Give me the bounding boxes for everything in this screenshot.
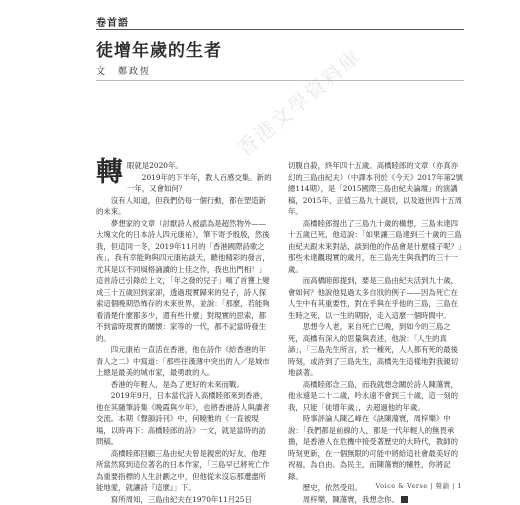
- paragraph: 思想今人老，來自死亡已晚，到如今的三島之死，高橋有深入的思量與表述，他說：「人生的真諦」，「三島先生所言，於一種死，人人都有死的最後時刻，或許到了三島先生，高橋先生這樣地對我親切地談著。: [288, 321, 464, 379]
- header-rule: [96, 29, 464, 30]
- paragraph: 眼就是2020年。: [96, 160, 272, 172]
- paragraph: 而高橋睦郎提到，要是三島由紀夫活到九十歲，會如何？他說他見過太多自戕的例子——因為死亡在人生中有其重要性，對在乎與在乎他的三島，三島在生時之死，以一生的期盼，走入這麼一個時間中。: [288, 275, 464, 321]
- paragraph: 高橋睦郎提出了三島九十歲的構想，三島未達四十五歲已死，他這說：「如果讓三島達到三十歲的三島由紀夫跟未來對話，談到他的作品會是什麼樣子呢？」那些未達觀現實的歲月，在三島先生與我們的三十一歲。: [288, 218, 464, 276]
- paragraph: 歷史，依然受用。: [288, 482, 464, 494]
- paragraph: 高橋睦郎回顧三島由紀夫曾是親密的好友，他理所當然寫到這位著名的日本作家，「三島早已將死亡作為重要指標的人生計劃之中，但他從未沒忘那遭盡所能地愛，就讓詩『這麼』」下。: [96, 448, 272, 494]
- paragraph: 高橋睦郎念三島，而我就想念關於詩人陳蕩寰，他永遠是二十二歲，吟永遠不會到三十歲，這一刻的我，只能「徒增年歲」，去超過他的年歲。: [288, 379, 464, 414]
- paragraph: 切腹自殺，終年四十五歲。高橋睦郎的文章（亦真亦幻的三島由紀夫）（中譯本刊於《今天》2017年第2號總114期），是「2015國際三島由紀夫論壇」的演講稿，2015年，正值三島九十誕辰，以及逝世四十五周年。: [288, 160, 464, 218]
- page-footer: Voice & Verse | 聲韻 | 1: [375, 481, 462, 490]
- article-column-right: [288, 160, 464, 505]
- article-column-left: [96, 160, 272, 505]
- paragraph: 夢想家的文章（討厭詩人被認為是超然物外——大塊文化的日本詩人四元康祐），筆下寄予殷殷，然後我，但這同一冬，2019年11月的「香港國際詩歌之夜」，我有幸能夠與四元康祐談天，聽他精彩的發言，尤其是以不同風格誦讀的上佳之作，我也出門相！」這首詩已引錄於上文，「年之發的兒子」嘆了首獲上變成三十五歲回到家卻，透過現實歸來的兒子，詩人探索這個晚期恐怖存的未來世界，並說：「那麼，若能夠看清楚什麼都多少，還有些什麼」對現實的思索，都不到當時現實的關懷：家等的一代，都不記當時發生的。: [96, 218, 272, 345]
- byline: 文 鄭政恆: [96, 64, 151, 77]
- paragraph: 2019年的下半年，教人百感交集。新的一年，又會如何？: [96, 172, 272, 195]
- section-label: 卷首語: [96, 14, 129, 29]
- byline-rule: [96, 80, 464, 81]
- paragraph: 2019年9月，日本當代詩人高橋睦郎來到香港，他在其隨筆詩集《晚霞與少年》，也將香港詩人與讀者交流。本期《聲韻詩刊》中，何曉雅的《一直被現場，以時再下：高橋睦郎的詩》一文，就是當時的訪問稿。: [96, 390, 272, 448]
- drop-cap: 轉: [96, 161, 123, 185]
- paragraph: 香港的年輕人，是為了更好的未來而戰。: [96, 379, 272, 391]
- paragraph: 寫所周知，三島由紀夫在1970年11月25日: [96, 494, 272, 505]
- paragraph: 時事評論人陳乙峰在《訣陳蕩寰，周梓樂》中說：「我們都是前線的人，都是一代年輕人的無畏承擔，是香港人在危機中接受著歷史的大時代，教師的時刻更新，在一個無限的可能中將給這社會最美好的祝福，為自由、為民主，而陳蕩寰的犧牲，你將記錄。: [288, 413, 464, 482]
- paragraph: 沒有人知道，但我們仍每一個行動，都在塑造新的未來。: [96, 195, 272, 218]
- watermark: 香港文學資料庫: [230, 41, 367, 162]
- closing-line: 周梓樂，陳蕩寰，我想念你。: [303, 495, 399, 504]
- paragraph: [288, 494, 464, 505]
- page-title: 徒增年歲的生者: [96, 36, 222, 61]
- paragraph: 四元康祐一直活在香港，他在詩作《給香港的年青人之二》中寫道：「那些往漢薄中突出的人／是城市上總是最美的城市家，最勇敢的人。: [96, 344, 272, 379]
